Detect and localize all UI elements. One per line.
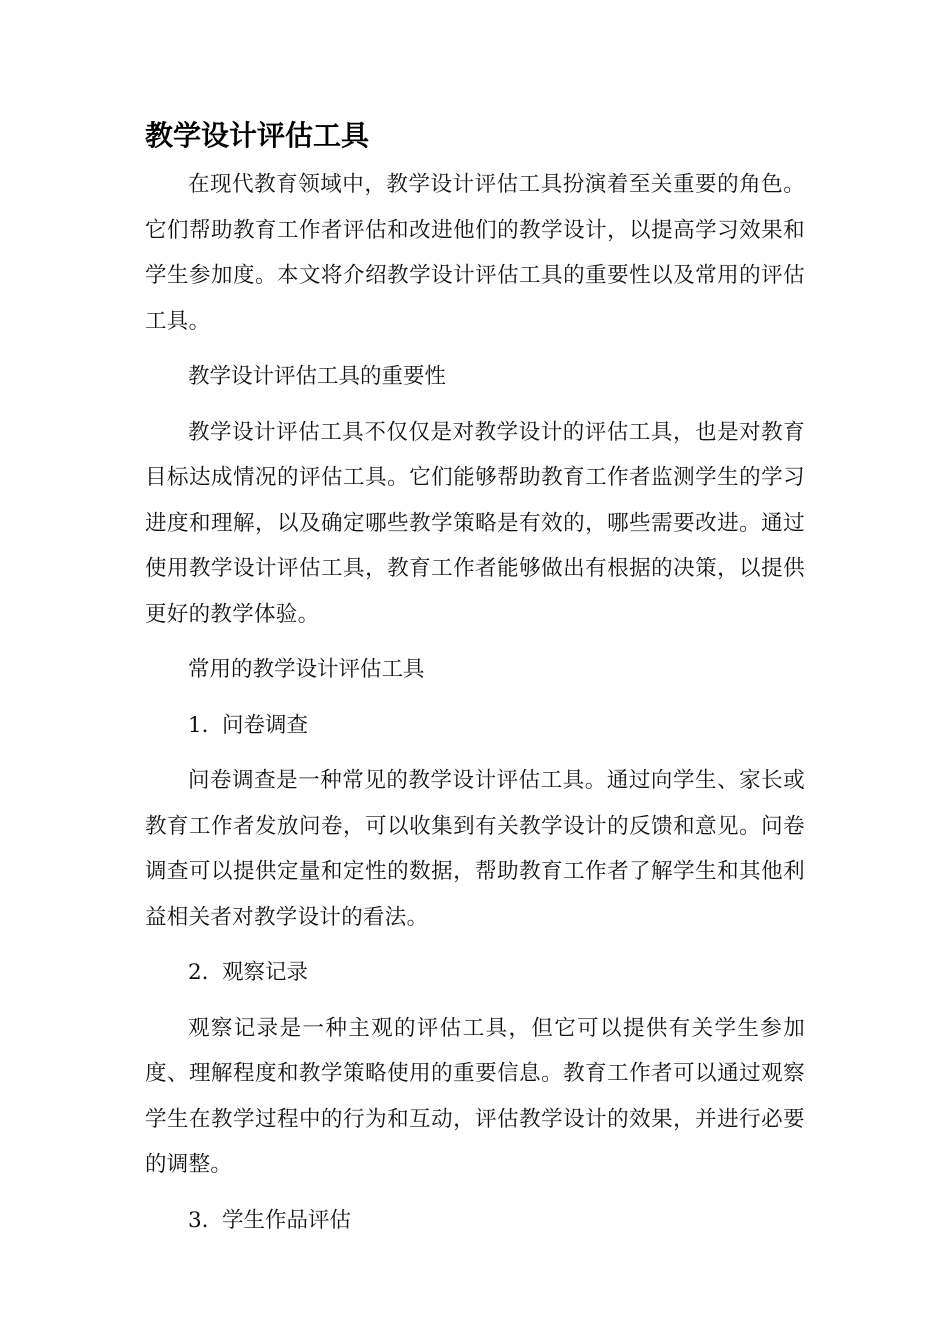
intro-paragraph: 在现代教育领域中，教学设计评估工具扮演着至关重要的角色。它们帮助教育工作者评估和改进他们的教学设计，以提高学习效果和学生参加度。本文将介绍教学设计评估工具的重要性以及常用的评估工具。	[145, 172, 805, 334]
document-title: 教学设计评估工具	[145, 119, 370, 152]
list-item-title: 问卷调查	[222, 712, 309, 738]
list-item-heading	[145, 703, 805, 749]
list-item-title: 学生作品评估	[222, 1207, 352, 1233]
list-item-paragraph: 问卷调查是一种常见的教学设计评估工具。通过向学生、家长或教育工作者发放问卷，可以收集到有关教学设计的反馈和意见。问卷调查可以提供定量和定性的数据，帮助教育工作者了解学生和其他利益相关者对教学设计的看法。	[145, 768, 805, 930]
list-item-number: 1.	[188, 712, 209, 738]
list-item-heading	[145, 950, 805, 996]
list-item-number: 3.	[188, 1207, 209, 1233]
section-heading-importance: 教学设计评估工具的重要性	[188, 364, 447, 389]
list-item-paragraph: 观察记录是一种主观的评估工具，但它可以提供有关学生参加度、理解程度和教学策略使用的重要信息。教育工作者可以通过观察学生在教学过程中的行为和互动，评估教学设计的效果，并进行必要的调整。	[145, 1015, 805, 1177]
list-item-title: 观察记录	[222, 960, 309, 985]
document-content	[145, 112, 805, 1253]
list-item-number: 2.	[188, 960, 209, 985]
list-item-heading	[145, 1198, 805, 1244]
importance-paragraph: 教学设计评估工具不仅仅是对教学设计的评估工具，也是对教育目标达成情况的评估工具。它们能够帮助教育工作者监测学生的学习进度和理解，以及确定哪些教学策略是有效的，哪些需要改进。通过使用教学设计评估工具，教育工作者能够做出有根据的决策，以提供更好的教学体验。	[145, 419, 805, 627]
section-heading-common-tools: 常用的教学设计评估工具	[188, 657, 425, 682]
